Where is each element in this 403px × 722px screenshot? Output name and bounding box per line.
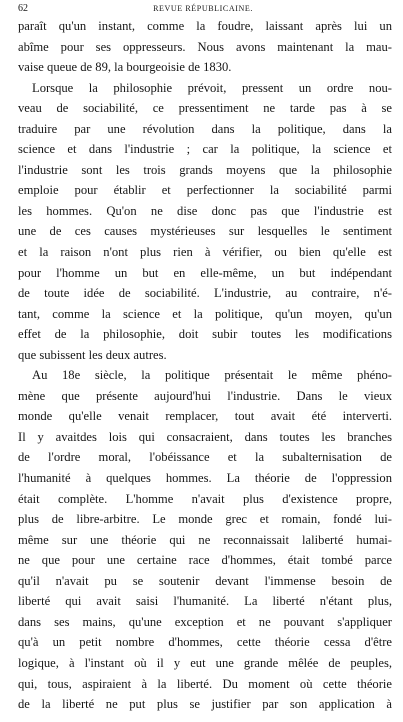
text-line: de toute idée de sociabilité. L'industrie, au contraire, n'é- xyxy=(18,286,392,301)
body-text xyxy=(18,16,392,715)
text-line: liberté qui avait saisi l'humanité. La liberté n'étant plus, xyxy=(18,594,392,609)
text-line: l'humanité à quelques hommes. La théorie de l'oppression xyxy=(18,471,392,486)
text-line: était complète. L'homme n'avait plus d'existence propre, xyxy=(18,491,392,506)
text-line: Il y avaitdes lois qui consacraient, dans toutes les branches xyxy=(18,429,392,444)
text-line: que subissent les deux autres. xyxy=(18,347,167,362)
paragraph xyxy=(18,16,392,78)
text-line: vaise queue de 89, la bourgeoisie de 1830. xyxy=(18,60,232,75)
paragraph xyxy=(18,78,392,366)
text-line: de la liberté ne put plus se justifier par son application à xyxy=(18,697,392,712)
text-line: traduire par une révolution dans la politique, dans la xyxy=(18,121,392,136)
text-line: plus de libre-arbitre. Le monde grec et romain, fondé lui- xyxy=(18,512,392,527)
text-line: tant, comme la science et la politique, qu'un moyen, qu'un xyxy=(18,306,392,321)
text-line: même sur une théorie qui ne reconnaissait laliberté humai- xyxy=(18,532,392,547)
page-header xyxy=(18,3,388,17)
text-line: de l'ordre moral, l'obéissance et la subalternisation de xyxy=(18,450,392,465)
text-line: les hommes. Qu'on ne dise donc pas que l'industrie est xyxy=(18,203,392,218)
text-line: paraît qu'un instant, comme la foudre, laissant après lui un xyxy=(18,19,392,33)
text-line: emploie pour établir et perfectionner la sociabilité parmi xyxy=(18,183,392,198)
page-number: 62 xyxy=(18,3,28,14)
text-line: Au 18e siècle, la politique présentait le même phéno- xyxy=(32,368,392,383)
text-line: abîme pour ses oppresseurs. Nous avons maintenant la mau- xyxy=(18,39,392,54)
text-line: science et dans l'industrie ; car la politique, la science et xyxy=(18,142,392,157)
text-line: veau de sociabilité, ce pressentiment ne tarde pas à se xyxy=(18,101,392,116)
text-line: logique, à l'instant où il y eut une grande mêlée de peuples, xyxy=(18,655,392,670)
text-line: monde qu'elle venait remplacer, tout avait été interverti. xyxy=(18,409,392,424)
text-line: pour l'homme un but en elle-même, un but indépendant xyxy=(18,265,392,280)
text-line: qui, tous, aspiraient à la liberté. Du moment où cette théorie xyxy=(18,676,392,691)
text-line: mène que présente aujourd'hui l'industrie. Dans le vieux xyxy=(18,388,392,403)
text-line: l'industrie sont les trois grands moyens que la philosophie xyxy=(18,162,392,177)
paragraph xyxy=(18,365,392,714)
text-line: Lorsque la philosophie prévoit, pressent un ordre nou- xyxy=(32,80,392,95)
running-title: REVUE RÉPUBLICAINE. xyxy=(153,4,253,13)
text-line: qu'à un petit nombre d'hommes, cette théorie cessa d'être xyxy=(18,635,392,650)
text-line: dans ses mains, qu'une exception et ne pouvant s'appliquer xyxy=(18,614,392,629)
text-line: et la raison n'ont plus rien à vérifier, ou bien qu'elle est xyxy=(18,245,392,260)
text-line: une de ces causes mystérieuses sur lesquelles le sentiment xyxy=(18,224,392,239)
text-line: ne que pour une certaine race d'hommes, était tombé parce xyxy=(18,553,392,568)
text-line: effet de la philosophie, doit subir toutes les modifications xyxy=(18,327,392,342)
text-line: qu'il n'avait pu se soutenir devant l'immense besoin de xyxy=(18,573,392,588)
